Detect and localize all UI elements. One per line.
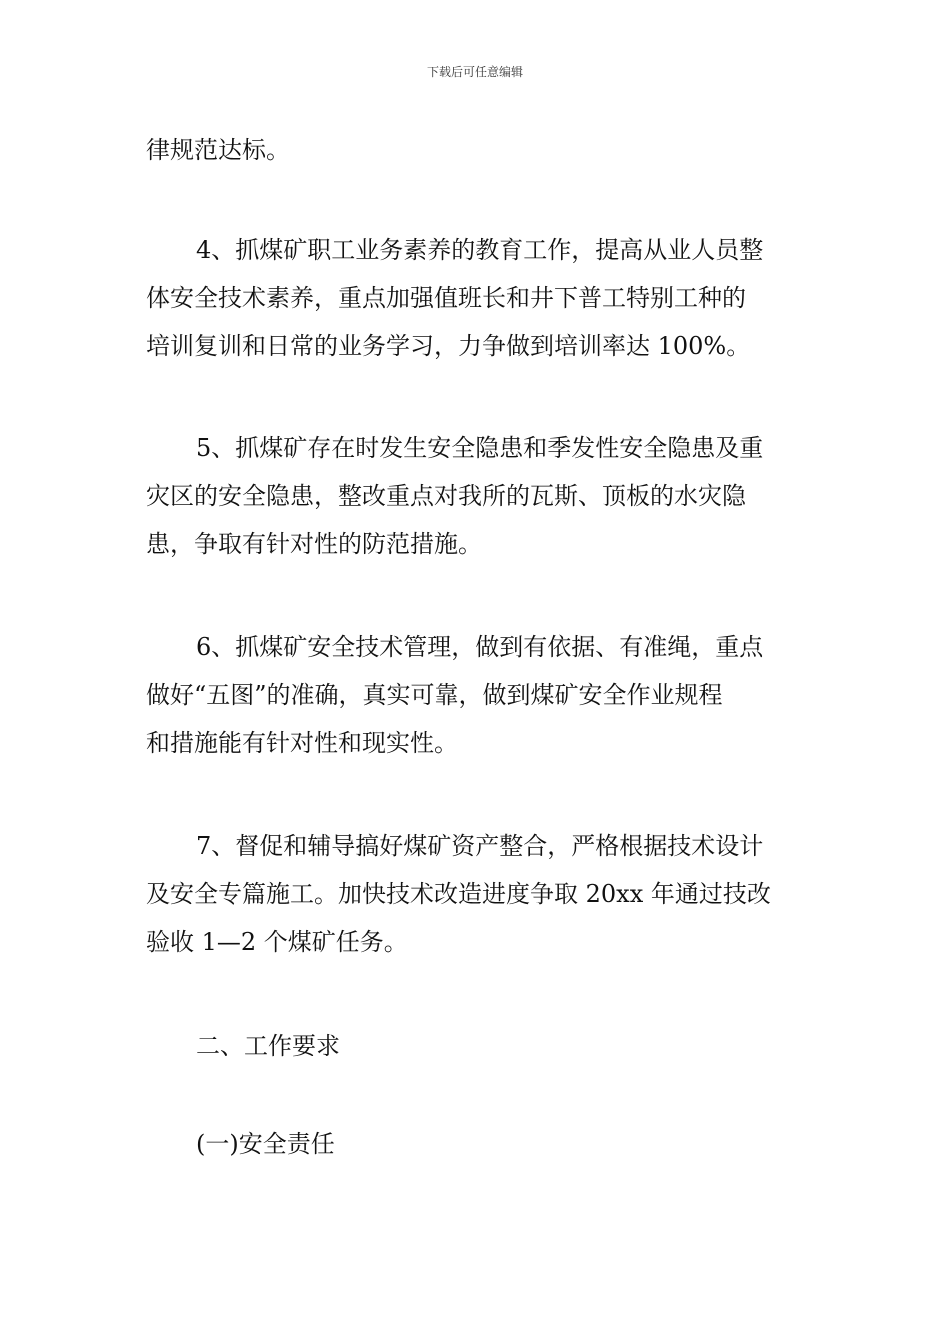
paragraph-item-7 [146,822,806,966]
paragraph-line: 5、抓煤矿存在时发生安全隐患和季发性安全隐患及重 [196,434,764,462]
paragraph-item-4 [146,226,806,370]
paragraph-line: 患，争取有针对性的防范措施。 [146,530,482,558]
paragraph-line: 6、抓煤矿安全技术管理，做到有依据、有准绳，重点 [196,633,764,661]
section-heading-text: 二、工作要求 [196,1032,340,1060]
paragraph-line: 律规范达标。 [146,136,290,164]
paragraph-line: 7、督促和辅导搞好煤矿资产整合，严格根据技术设计 [196,832,764,860]
subsection-heading [146,1120,806,1168]
page-header-note: 下载后可任意编辑 [426,65,523,79]
paragraph-line: 做好“五图”的准确，真实可靠，做到煤矿安全作业规程 [146,681,723,709]
paragraph-line: 培训复训和日常的业务学习，力争做到培训率达 100%。 [146,332,751,360]
paragraph-item-6 [146,623,806,767]
paragraph-line: 和措施能有针对性和现实性。 [146,729,458,757]
subsection-heading-text: (一)安全责任 [196,1130,335,1158]
paragraph-line: 灾区的安全隐患，整改重点对我所的瓦斯、顶板的水灾隐 [146,482,746,510]
paragraph-line: 验收 1—2 个煤矿任务。 [146,928,408,956]
paragraph-line: 4、抓煤矿职工业务素养的教育工作，提高从业人员整 [196,236,764,264]
section-heading [146,1022,806,1070]
paragraph-line: 体安全技术素养，重点加强值班长和井下普工特别工种的 [146,284,746,312]
paragraph-item-5 [146,424,806,568]
paragraph-continuation [146,126,806,174]
paragraph-line: 及安全专篇施工。加快技术改造进度争取 20xx 年通过技改 [146,880,771,908]
